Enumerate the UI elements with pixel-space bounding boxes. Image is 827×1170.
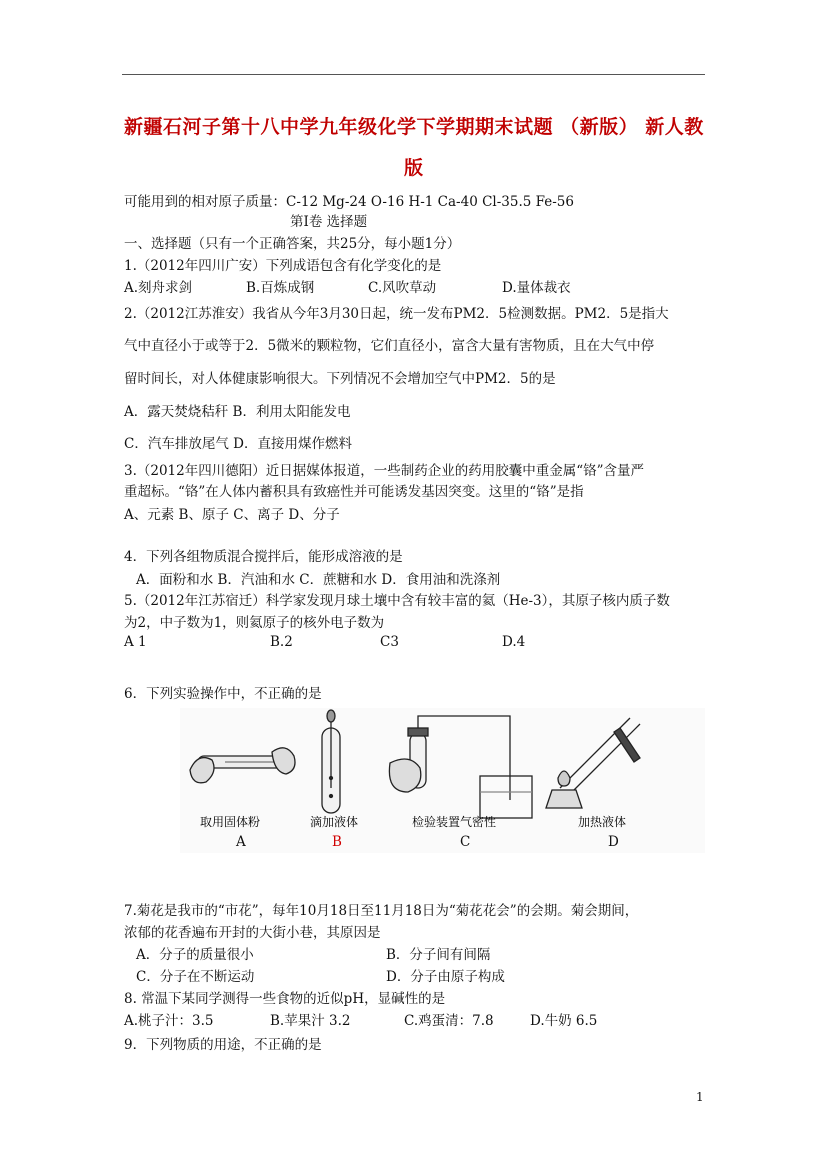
document-title-continued: 版: [404, 157, 424, 179]
q7-line2: 浓郁的花香遍布开封的大街小巷，其原因是: [124, 925, 381, 941]
q8-option-d: D.牛奶 6.5: [530, 1013, 598, 1029]
q2-line2: 气中直径小于或等于2．5微米的颗粒物，它们直径小，富含大量有害物质，且在大气中停: [124, 338, 655, 354]
figure-d-label: 加热液体: [578, 815, 627, 829]
q8-option-c: C.鸡蛋清：7.8: [404, 1013, 494, 1029]
volume-title: 第Ⅰ卷 选择题: [290, 214, 368, 230]
q3-line2: 重超标。“铬”在人体内蓄积具有致癌性并可能诱发基因突变。这里的“铬”是指: [124, 484, 584, 500]
q5-line2: 为2，中子数为1，则氦原子的核外电子数为: [124, 615, 385, 631]
q1-option-a: A.刻舟求剑: [124, 280, 193, 296]
q2-line1: 2.（2012江苏淮安）我省从今年3月30日起，统一发布PM2．5检测数据。PM2．5是指大: [124, 306, 669, 322]
q7-line1: 7.菊花是我市的“市花”，每年10月18日至11月18日为“菊花花会”的会期。菊会期间，: [124, 903, 639, 919]
figure-letter-c: C: [460, 834, 471, 850]
q1-stem: 1.（2012年四川广安）下列成语包含有化学变化的是: [124, 258, 442, 274]
q7-option-b: B．分子间有间隔: [386, 947, 491, 963]
q8-stem: 8. 常温下某同学测得一些食物的近似pH，显碱性的是: [124, 991, 446, 1007]
q4-stem: 4．下列各组物质混合搅拌后，能形成溶液的是: [124, 549, 403, 565]
figure-letter-b: B: [332, 834, 342, 850]
lab-operations-figure: [180, 708, 705, 853]
q5-option-c: C3: [380, 634, 399, 650]
q8-option-a: A.桃子汁：3.5: [124, 1013, 214, 1029]
q7-option-a: A．分子的质量很小: [136, 947, 254, 963]
q7-option-c: C．分子在不断运动: [136, 969, 255, 985]
q5-option-b: B.2: [270, 634, 293, 650]
q8-option-b: B.苹果汁 3.2: [270, 1013, 351, 1029]
figure-a-label: 取用固体粉: [200, 815, 261, 829]
q5-line1: 5.（2012年江苏宿迁）科学家发现月球土壤中含有较丰富的氦（He-3），其原子核内质子数: [124, 593, 670, 609]
q1-option-d: D.量体裁衣: [502, 280, 571, 296]
q9-stem: 9．下列物质的用途，不正确的是: [124, 1037, 322, 1053]
atomic-masses: 可能用到的相对原子质量：C-12 Mg-24 O-16 H-1 Ca-40 Cl-35.5 Fe-56: [124, 194, 574, 210]
section-heading: 一、选择题（只有一个正确答案，共25分，每小题1分）: [124, 236, 461, 252]
figure-letter-a: A: [236, 834, 246, 850]
figure-letter-d: D: [608, 834, 619, 850]
q2-options-ab: A．露天焚烧秸秆 B．利用太阳能发电: [124, 404, 351, 420]
q1-option-b: B.百炼成钢: [246, 280, 315, 296]
document-title: 新疆石河子第十八中学九年级化学下学期期末试题 （新版） 新人教: [124, 116, 704, 138]
q2-line3: 留时间长，对人体健康影响很大。下列情况不会增加空气中PM2．5的是: [124, 371, 556, 387]
q4-options: A．面粉和水 B．汽油和水 C．蔗糖和水 D．食用油和洗涤剂: [136, 572, 501, 588]
q5-option-a: A 1: [124, 634, 147, 650]
figure-b-label: 滴加液体: [310, 815, 359, 829]
q5-option-d: D.4: [502, 634, 526, 650]
q2-options-cd: C．汽车排放尾气 D．直接用煤作燃料: [124, 436, 352, 452]
q7-option-d: D．分子由原子构成: [386, 969, 505, 985]
q1-option-c: C.风吹草动: [368, 280, 437, 296]
figure-c-label: 检验装置气密性: [412, 815, 497, 829]
page-number: 1: [696, 1090, 704, 1104]
header-rule: [122, 74, 705, 75]
q3-options: A、元素 B、原子 C、离子 D、分子: [124, 507, 340, 523]
q6-stem: 6．下列实验操作中，不正确的是: [124, 686, 322, 702]
q3-line1: 3.（2012年四川德阳）近日据媒体报道，一些制药企业的药用胶囊中重金属“铬”含量严: [124, 463, 645, 479]
